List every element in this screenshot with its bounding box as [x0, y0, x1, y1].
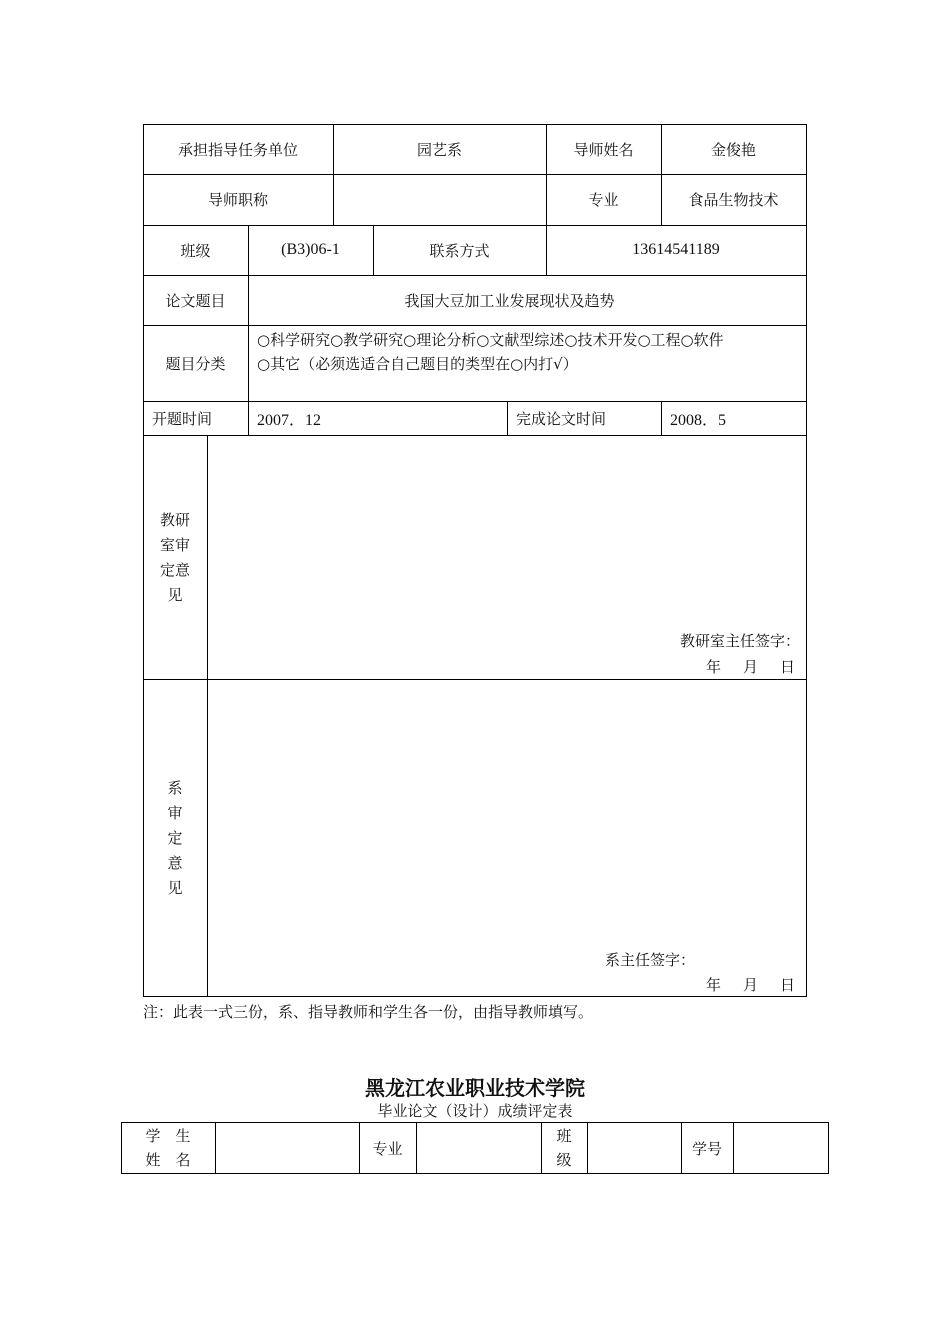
- dept-sign-label: 系主任签字：: [604, 951, 695, 969]
- office-review-label-line: 教研: [159, 511, 190, 529]
- office-review-opinion-area[interactable]: [208, 436, 806, 626]
- grade-major-label: 专业: [372, 1139, 403, 1158]
- thesis-title-label: 论文题目: [165, 291, 226, 310]
- dept-review-label-char: 审: [167, 804, 183, 822]
- major-value[interactable]: 食品生物技术: [688, 191, 779, 209]
- category-options[interactable]: [257, 328, 803, 376]
- dept-review-label-char: 见: [167, 879, 183, 897]
- unit-label: 承担指导任务单位: [177, 140, 298, 159]
- table-border: [828, 1122, 829, 1174]
- office-sign-label: 教研室主任签字：: [679, 632, 800, 650]
- student-id-label: 学号: [691, 1139, 722, 1158]
- grade-major-value[interactable]: [417, 1123, 541, 1173]
- student-name-label-line: 姓 名: [145, 1151, 191, 1169]
- student-name-value[interactable]: [216, 1123, 359, 1173]
- student-name-label: [121, 1124, 215, 1172]
- table-border: [806, 124, 807, 997]
- date-day: 日: [780, 658, 796, 676]
- dept-sign-date[interactable]: [706, 974, 795, 995]
- date-year: 年: [706, 976, 722, 994]
- category-options-line[interactable]: ○科学研究○教学研究○理论分析○文献型综述○技术开发○工程○软件: [257, 331, 724, 349]
- grade-class-label-line: 级: [556, 1151, 572, 1169]
- contact-label: 联系方式: [429, 241, 490, 260]
- tutor-name-value[interactable]: 金俊艳: [710, 140, 756, 159]
- category-label: 题目分类: [165, 354, 226, 373]
- table-border: [121, 1173, 829, 1174]
- dept-review-label: [143, 776, 207, 901]
- date-year: 年: [706, 658, 722, 676]
- grade-class-value[interactable]: [588, 1123, 681, 1173]
- unit-value[interactable]: 园艺系: [416, 140, 462, 159]
- office-review-label-line: 室审: [159, 536, 190, 554]
- major-label: 专业: [588, 191, 619, 209]
- office-review-label-line: 定意: [159, 561, 190, 579]
- date-month: 月: [743, 976, 759, 994]
- category-options-line[interactable]: ○其它（必须选适合自己题目的类型在○内打√）: [257, 355, 578, 373]
- dept-review-opinion-area[interactable]: [208, 680, 806, 945]
- office-review-label-line: 见: [167, 586, 183, 604]
- class-value[interactable]: (B3)06-1: [281, 241, 340, 258]
- dept-review-label-char: 系: [167, 779, 183, 797]
- tutor-title-value[interactable]: [333, 174, 546, 225]
- student-name-label-line: 学 生: [145, 1127, 191, 1145]
- dept-review-label-char: 意: [167, 854, 183, 872]
- contact-value[interactable]: 13614541189: [632, 241, 720, 258]
- finish-date-label: 完成论文时间: [516, 409, 607, 428]
- start-date-value[interactable]: 2007．12: [257, 411, 322, 429]
- form-subtitle: 毕业论文（设计）成绩评定表: [377, 1102, 573, 1120]
- thesis-title-value[interactable]: 我国大豆加工业发展现状及趋势: [404, 291, 615, 310]
- table-border: [143, 996, 807, 997]
- finish-date-value[interactable]: 2008．5: [670, 411, 727, 429]
- class-label: 班级: [180, 241, 211, 260]
- date-day: 日: [780, 976, 796, 994]
- grade-class-label: [541, 1124, 587, 1172]
- date-month: 月: [743, 658, 759, 676]
- start-date-label: 开题时间: [152, 409, 213, 428]
- office-sign-date[interactable]: [706, 656, 795, 677]
- form-note: 注：此表一式三份，系、指导教师和学生各一份，由指导教师填写。: [143, 1003, 594, 1021]
- student-id-value[interactable]: [734, 1123, 828, 1173]
- office-review-label: [143, 508, 207, 608]
- tutor-name-label: 导师姓名: [573, 140, 634, 159]
- grade-class-label-line: 班: [556, 1127, 572, 1145]
- institution-title: 黑龙江农业职业技术学院: [365, 1076, 585, 1100]
- dept-review-label-char: 定: [167, 829, 183, 847]
- tutor-title-label: 导师职称: [207, 191, 268, 209]
